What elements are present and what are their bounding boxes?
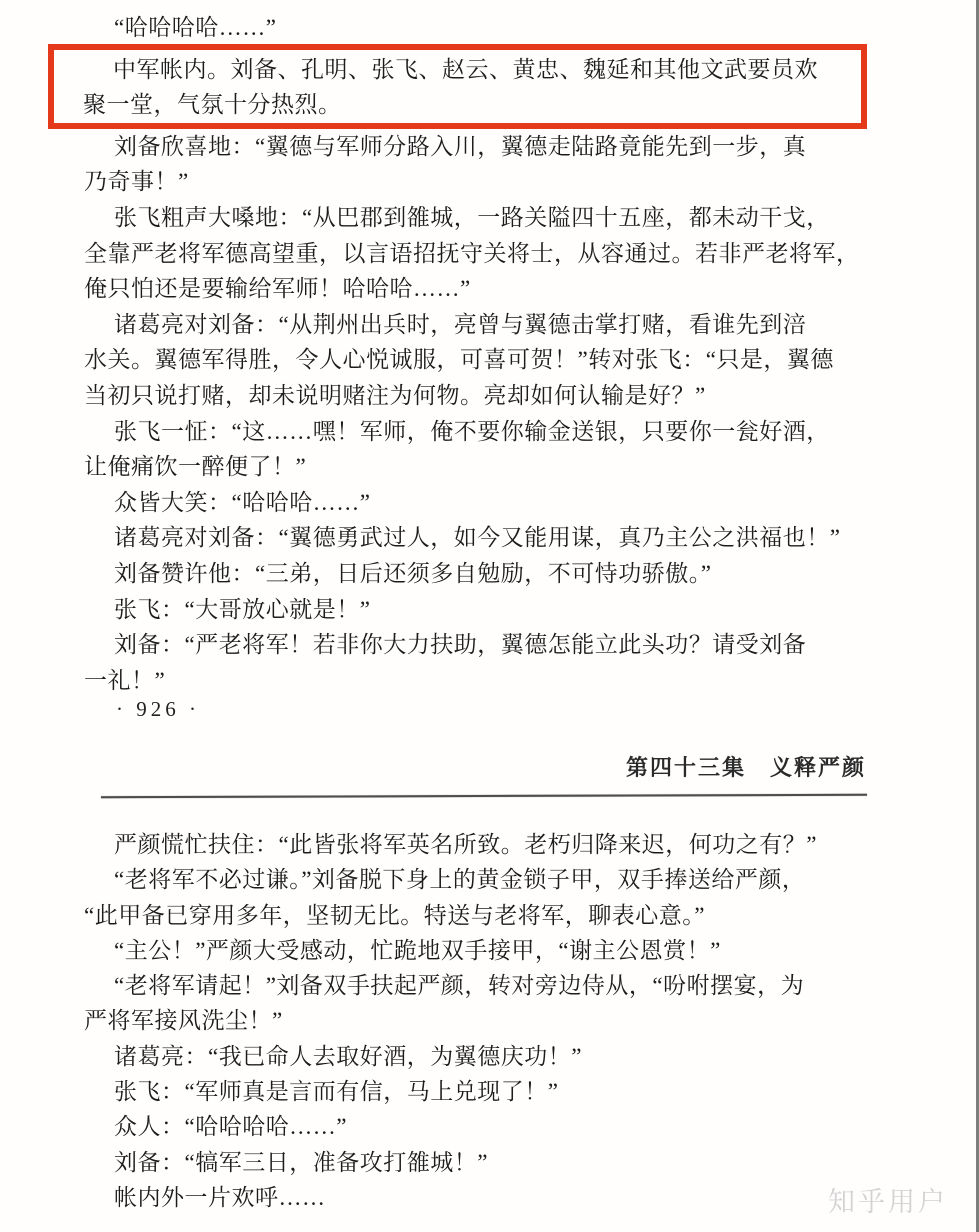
text-line: 刘备赞许他：“三弟，日后还须多自勉励，不可恃功骄傲。” <box>114 560 712 586</box>
paragraph-block <box>84 1145 874 1180</box>
paragraph-block <box>84 307 874 414</box>
paragraph-block <box>84 862 874 933</box>
paragraph-block <box>84 1180 874 1215</box>
paragraph-block <box>84 827 874 862</box>
text-line: 全靠严老将军德高望重，以言语招抚守关将士，从容通过。若非严老将军， <box>84 240 860 266</box>
text-line: 帐内外一片欢呼…… <box>114 1184 326 1210</box>
text-line: 水关。翼德军得胜，令人心悦诚服，可喜可贺！”转对张飞：“只是，翼德 <box>84 347 834 373</box>
paragraph-block <box>84 1109 874 1144</box>
text-line: 诸葛亮对刘备：“从荆州出兵时，亮曾与翼德击掌打赌，看谁先到涪 <box>114 311 807 337</box>
paragraph-block <box>84 592 874 628</box>
paragraph-block <box>84 129 874 200</box>
text-line: “老将军不必过谦。”刘备脱下身上的黄金锁子甲，双手捧送给严颜， <box>114 867 806 893</box>
text-line: 诸葛亮：“我已命人去取好酒，为翼德庆功！” <box>114 1043 582 1069</box>
text-line: 中军帐内。刘备、孔明、张飞、赵云、黄忠、魏延和其他文武要员欢 <box>113 56 818 82</box>
paragraph-block <box>84 520 874 556</box>
text-line: 刘备欣喜地：“翼德与军师分路入川，翼德走陆路竟能先到一步，真 <box>114 133 807 159</box>
text-line: 一礼！” <box>84 667 166 693</box>
text-line: 乃奇事！” <box>84 169 189 195</box>
paragraph-block <box>84 968 874 1039</box>
paragraph-block <box>84 485 874 521</box>
red-annotation-box <box>48 44 867 129</box>
text-line: 众人：“哈哈哈哈……” <box>114 1114 347 1140</box>
running-header-episode-title: 第四十三集 义释严颜 <box>625 755 866 780</box>
paragraph-block <box>84 200 874 307</box>
text-line: 俺只怕还是要输给军师！哈哈哈……” <box>84 276 471 302</box>
script-text-next-page <box>84 827 874 1215</box>
paragraph-block <box>84 1074 874 1109</box>
text-line: “哈哈哈哈……” <box>114 15 277 40</box>
page-number: · 926 · <box>116 697 200 721</box>
text-line: 当初只说打赌，却未说明赌注为何物。亮却如何认输是好？” <box>84 382 706 408</box>
text-line: 让俺痛饮一醉便了！” <box>84 454 307 480</box>
header-divider-rule <box>101 794 867 798</box>
text-line: 张飞一怔：“这……嘿！军师，俺不要你输金送银，只要你一瓮好酒， <box>114 418 830 444</box>
text-line: “主公！”严颜大受感动，忙跪地双手接甲，“谢主公恩赏！” <box>114 937 721 963</box>
paragraph-block <box>84 556 874 592</box>
text-line: 张飞：“大哥放心就是！” <box>114 596 371 622</box>
text-line: 张飞：“军师真是言而有信，马上兑现了！” <box>114 1079 559 1105</box>
paragraph-block <box>84 10 874 46</box>
script-text-page-926 <box>84 10 874 698</box>
text-line: 刘备：“犒军三日，准备攻打雒城！” <box>114 1149 488 1175</box>
text-line: 刘备：“严老将军！若非你大力扶助，翼德怎能立此头功？请受刘备 <box>114 632 807 658</box>
text-line: “老将军请起！”刘备双手扶起严颜，转对旁边侍从，“吩咐摆宴，为 <box>114 973 805 999</box>
text-line: 严颜慌忙扶住：“此皆张将军英名所致。老朽归降来迟，何功之有？” <box>114 832 817 857</box>
text-line: “此甲备已穿用多年，坚韧无比。特送与老将军，聊表心意。” <box>84 902 705 928</box>
text-line: 众皆大笑：“哈哈哈……” <box>114 489 371 515</box>
paragraph-block <box>84 933 874 968</box>
paragraph-block <box>84 1039 874 1074</box>
text-line: 张飞粗声大嗓地：“从巴郡到雒城，一路关隘四十五座，都未动干戈， <box>114 204 830 230</box>
paragraph-block <box>84 627 874 698</box>
text-line: 聚一堂，气氛十分热烈。 <box>83 92 342 118</box>
zhihu-user-watermark: 知乎用户 <box>828 1187 948 1217</box>
paragraph-block <box>84 414 874 485</box>
text-line: 严将军接风洗尘！” <box>84 1008 283 1034</box>
text-line: 诸葛亮对刘备：“翼德勇武过人，如今又能用谋，真乃主公之洪福也！” <box>114 525 841 551</box>
